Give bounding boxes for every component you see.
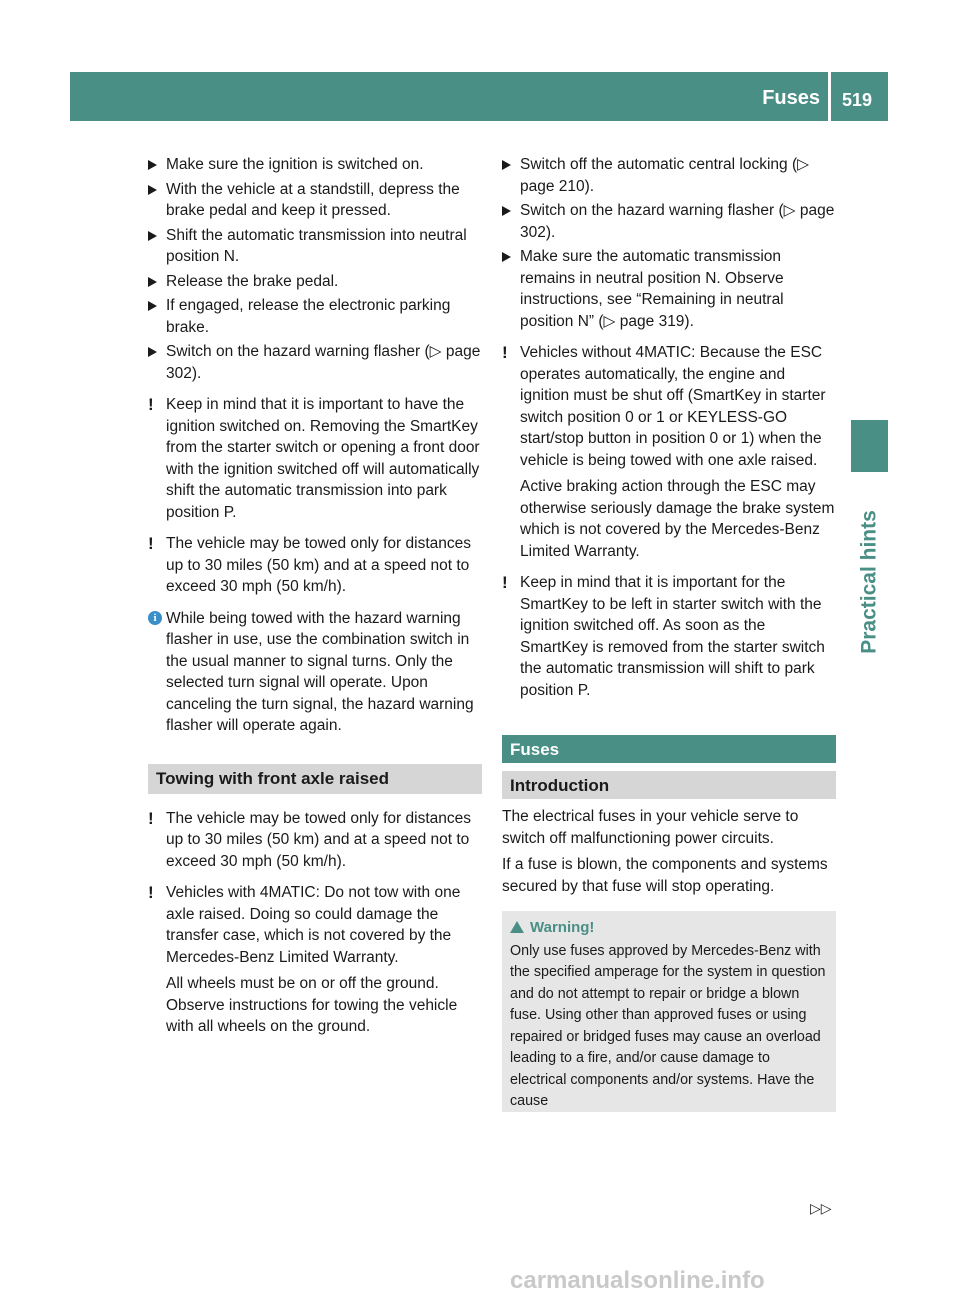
exclamation-icon: ! — [502, 343, 508, 362]
step-item — [148, 225, 482, 268]
warning-title — [510, 917, 828, 939]
step-arrow-icon — [148, 231, 157, 241]
step-text: Make sure the ignition is switched on. — [166, 156, 424, 173]
step-text: With the vehicle at a standstill, depress the brake pedal and keep it pressed. — [166, 180, 460, 219]
note-text: The vehicle may be towed only for distances up to 30 miles (50 km) and at a speed not to exceed 30 mph (50 km/h). — [166, 535, 471, 595]
warning-text: Only use fuses approved by Mercedes-Benz with the specified amperage for the system in question and do not attempt to repair or bridge a blown fuse. Using other than approved fuses or using repaired or bridged fuses may cause an overload leading to a fire, and/or cause damage to electrical components and/or systems. Have the cause — [510, 942, 826, 1109]
exclamation-icon: ! — [148, 808, 154, 828]
step-text: Switch on the hazard warning flasher (▷ page 302). — [520, 202, 835, 241]
note-text: While being towed with the hazard warning flasher in use, use the combination switch in the usual manner to signal turns. Only the selected turn signal will operate. Upon canceling the turn signal, the hazard warning flasher will operate again. — [166, 609, 474, 734]
caution-note — [148, 533, 482, 598]
section-heading: Towing with front axle raised — [148, 764, 482, 794]
step-arrow-icon — [148, 301, 157, 311]
header-divider — [828, 72, 831, 121]
step-text: Make sure the automatic transmission remains in neutral position N. Observe instructions, see “Remaining in neutral position N” (▷ page 319). — [520, 248, 784, 330]
caution-note — [148, 882, 482, 1038]
step-arrow-icon — [502, 252, 511, 262]
note-text: The vehicle may be towed only for distances up to 30 miles (50 km) and at a speed not to exceed 30 mph (50 km/h). — [166, 809, 471, 870]
page-number: 519 — [842, 90, 873, 110]
note-text: Vehicles without 4MATIC: Because the ESC operates automatically, the engine and ignition must be shut off (SmartKey in starter switch position 0 or 1 or KEYLESS-GO start/stop button in position 0 or 1) when the vehicle is being towed with one axle raised. — [520, 344, 826, 469]
step-item — [502, 154, 836, 197]
note-text: Keep in mind that it is important to have the ignition switched on. Removing the SmartKey from the starter switch or opening a front door with the ignition switched off will automatically shift the automatic transmission into park position P. — [166, 396, 480, 521]
side-tab-marker — [851, 420, 888, 472]
step-item — [502, 246, 836, 332]
side-tab-label: Practical hints — [857, 510, 881, 654]
note-text: Keep in mind that it is important for the SmartKey to be left in starter switch with the ignition switched off. As soon as the SmartKey is removed from the starter switch the automatic transmission will shift to park position P. — [520, 574, 825, 699]
step-item — [148, 295, 482, 338]
section-heading: Introduction — [502, 771, 836, 799]
left-column — [148, 154, 482, 1043]
note-text: All wheels must be on or off the ground. Observe instructions for towing the vehicle with all wheels on the ground. — [166, 975, 458, 1035]
step-text: Switch on the hazard warning flasher (▷ page 302). — [166, 343, 481, 382]
step-arrow-icon — [148, 347, 157, 357]
step-text: Switch off the automatic central locking (▷ page 210). — [520, 156, 810, 195]
step-arrow-icon — [148, 277, 157, 287]
note-text: Vehicles with 4MATIC: Do not tow with one axle raised. Doing so could damage the transfer case, which is not covered by the Mercedes-Benz Limited Warranty. — [166, 884, 461, 966]
step-item — [148, 341, 482, 384]
step-arrow-icon — [148, 185, 157, 195]
step-item — [148, 179, 482, 222]
right-column — [502, 154, 836, 1112]
step-arrow-icon — [502, 206, 511, 216]
side-tab — [849, 472, 889, 692]
step-text: Shift the automatic transmission into neutral position N. — [166, 226, 467, 265]
step-item — [148, 154, 482, 176]
caution-note — [148, 394, 482, 523]
caution-note — [502, 342, 836, 562]
step-item — [502, 200, 836, 243]
info-icon: i — [148, 611, 162, 625]
step-arrow-icon — [148, 160, 157, 170]
step-item — [148, 271, 482, 293]
step-text: Release the brake pedal. — [166, 272, 339, 290]
step-text: If engaged, release the electronic parking brake. — [166, 297, 451, 336]
warning-box — [502, 911, 836, 1112]
intro-paragraph: If a fuse is blown, the components and systems secured by that fuse will stop operating. — [502, 856, 828, 895]
chapter-heading: Fuses — [502, 735, 836, 763]
info-note — [148, 608, 482, 737]
caution-note — [148, 808, 482, 873]
exclamation-icon: ! — [148, 883, 154, 902]
caution-note — [502, 572, 836, 701]
continuation-mark: ▷▷ — [810, 1200, 832, 1216]
exclamation-icon: ! — [148, 534, 154, 553]
warning-title-text: Warning! — [530, 919, 595, 936]
intro-paragraph: The electrical fuses in your vehicle serve to switch off malfunctioning power circuits. — [502, 808, 799, 847]
watermark: carmanualsonline.info — [510, 1267, 765, 1294]
warning-triangle-icon — [510, 921, 524, 933]
exclamation-icon: ! — [148, 395, 154, 414]
section-title: Fuses — [762, 87, 820, 109]
exclamation-icon: ! — [502, 573, 508, 592]
step-arrow-icon — [502, 160, 511, 170]
note-text: Active braking action through the ESC may otherwise seriously damage the brake system which is not covered by the Mercedes-Benz Limited Warranty. — [520, 478, 835, 560]
